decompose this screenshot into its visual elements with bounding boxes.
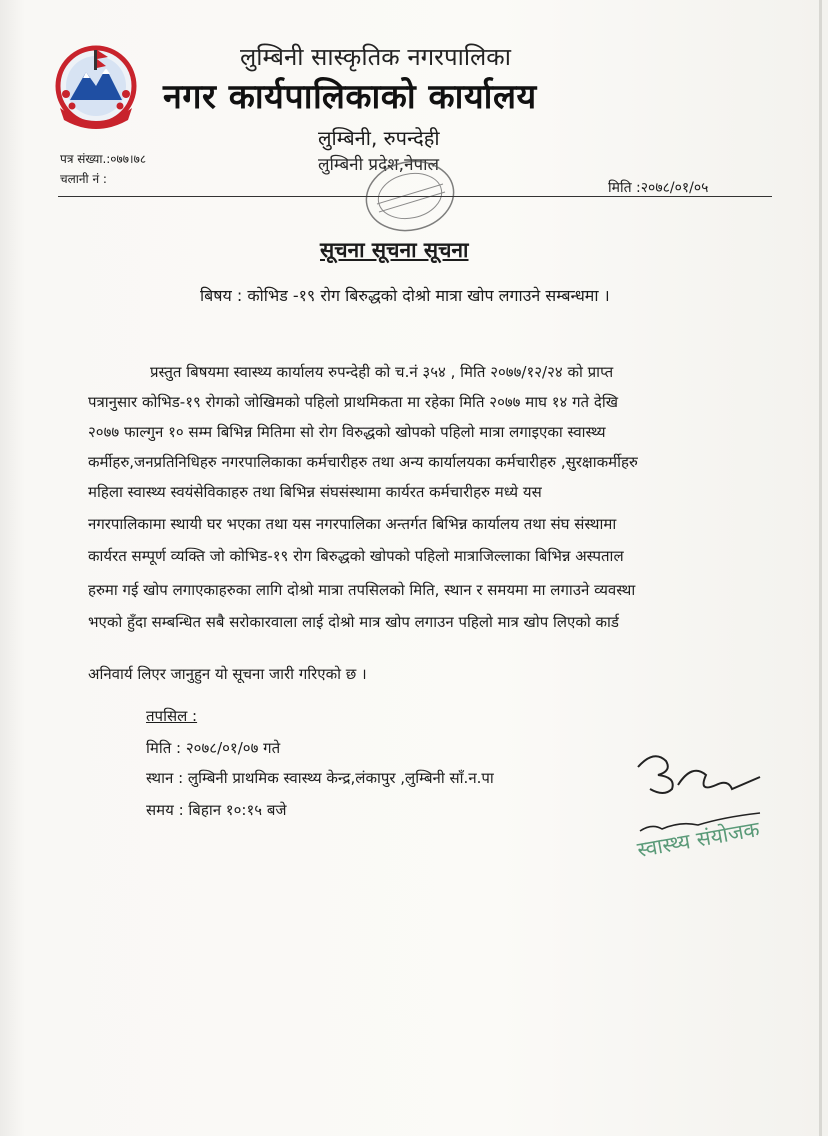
- subject-line: बिषय : कोभिड -१९ रोग बिरुद्धको दोश्रो मात्रा खोप लगाउने सम्बन्धमा ।: [200, 286, 610, 305]
- letter-number: पत्र संख्या.:०७७।७८: [60, 152, 147, 166]
- details-date: मिति : २०७८/०१/०७ गते: [146, 739, 281, 757]
- dispatch-number: चलानी नं :: [60, 172, 107, 186]
- body-line: नगरपालिकामा स्थायी घर भएका तथा यस नगरपालिका अन्तर्गत बिभिन्न कार्यालय तथा संघ संस्थामा: [88, 515, 617, 533]
- letter-date: मिति :२०७८/०१/०५: [608, 180, 709, 196]
- body-line: भएको हुँदा सम्बन्धित सबै सरोकारवाला लाई दोश्रो मात्र खोप लगाउन पहिलो मात्र खोप लिएको कार्ड: [88, 613, 619, 631]
- location-line-2: लुम्बिनी प्रदेश,नेपाल: [318, 155, 440, 175]
- org-title: नगर कार्यपालिकाको कार्यालय: [163, 77, 537, 117]
- municipality-emblem-icon: [50, 42, 142, 134]
- body-line: अनिवार्य लिएर जानुहुन यो सूचना जारी गरिएको छ ।: [88, 665, 367, 683]
- details-heading: तपसिल :: [146, 707, 198, 725]
- body-line: कार्यरत सम्पूर्ण व्यक्ति जो कोभिड-१९ रोग बिरुद्धको खोपको पहिलो मात्राजिल्लाका बिभिन्न अस्पताल: [88, 547, 624, 565]
- details-place: स्थान : लुम्बिनी प्राथमिक स्वास्थ्य केन्द्र,लंकापुर ,लुम्बिनी साँ.न.पा: [146, 769, 494, 787]
- org-subtitle: लुम्बिनी सास्कृतिक नगरपालिका: [240, 43, 511, 71]
- body-line: पत्रानुसार कोभिड-१९ रोगको जोखिमको पहिलो प्राथमिकता मा रहेका मिति २०७७ माघ १४ गते देखि: [88, 393, 618, 411]
- paper-edge: [819, 0, 822, 1136]
- signatory-designation: स्वास्थ्य संयोजक: [635, 816, 762, 863]
- body-line: कर्मीहरु,जनप्रतिनिधिहरु नगरपालिकाका कर्मचारीहरु तथा अन्य कार्यालयका कर्मचारीहरु ,सुरक्षाकर्मीहरु: [88, 453, 638, 471]
- body-line: महिला स्वास्थ्य स्वयंसेविकाहरु तथा बिभिन्न संघसंस्थामा कार्यरत कर्मचारीहरु मध्ये यस: [88, 483, 542, 501]
- header-divider: [58, 196, 772, 197]
- body-line: २०७७ फाल्गुन १० सम्म बिभिन्न मितिमा सो रोग विरुद्धको खोपको पहिलो मात्रा लगाइएका स्वास्थ्य: [88, 423, 606, 441]
- body-line: हरुमा गई खोप लगाएकाहरुका लागि दोश्रो मात्रा तपसिलको मिति, स्थान र समयमा मा लगाउने व्यवस्था: [88, 581, 636, 599]
- notice-heading: सूचना सूचना सूचना: [320, 238, 469, 262]
- details-time: समय : बिहान १०:१५ बजे: [146, 801, 287, 819]
- body-line: प्रस्तुत बिषयमा स्वास्थ्य कार्यालय रुपन्देही को च.नं ३५४ , मिति २०७७/१२/२४ को प्राप्त: [150, 363, 614, 381]
- location-line-1: लुम्बिनी, रुपन्देही: [318, 126, 440, 150]
